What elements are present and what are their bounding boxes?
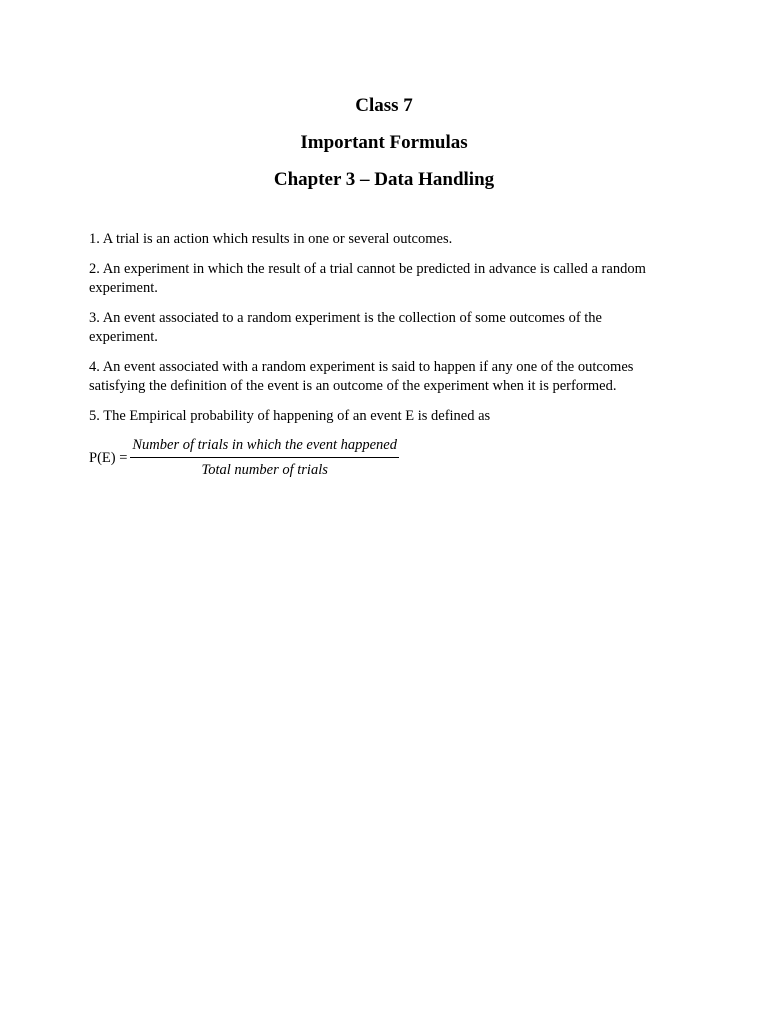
subject-heading: Important Formulas [300, 132, 468, 153]
list-item-2: 2. An experiment in which the result of a trial cannot be predicted in advance is called a random experiment. [89, 261, 646, 296]
formula-lhs: P(E) = [89, 449, 128, 466]
list-item-4: 4. An event associated with a random experiment is said to happen if any one of the outcomes satisfying the definition of the event is an outcome of the experiment when it is performed. [89, 359, 634, 394]
list-item-1: 1. A trial is an action which results in one or several outcomes. [89, 231, 453, 247]
class-heading: Class 7 [355, 95, 413, 116]
list-item-3: 3. An event associated to a random experiment is the collection of some outcomes of the experiment. [89, 310, 602, 345]
list-item-5: 5. The Empirical probability of happening of an event E is defined as [89, 408, 491, 424]
probability-formula [89, 435, 399, 481]
chapter-heading: Chapter 3 – Data Handling [273, 169, 495, 190]
formula-list [89, 230, 649, 437]
formula-fraction [130, 436, 399, 480]
formula-denominator: Total number of trials [201, 462, 328, 478]
formula-numerator: Number of trials in which the event happened [130, 436, 399, 458]
